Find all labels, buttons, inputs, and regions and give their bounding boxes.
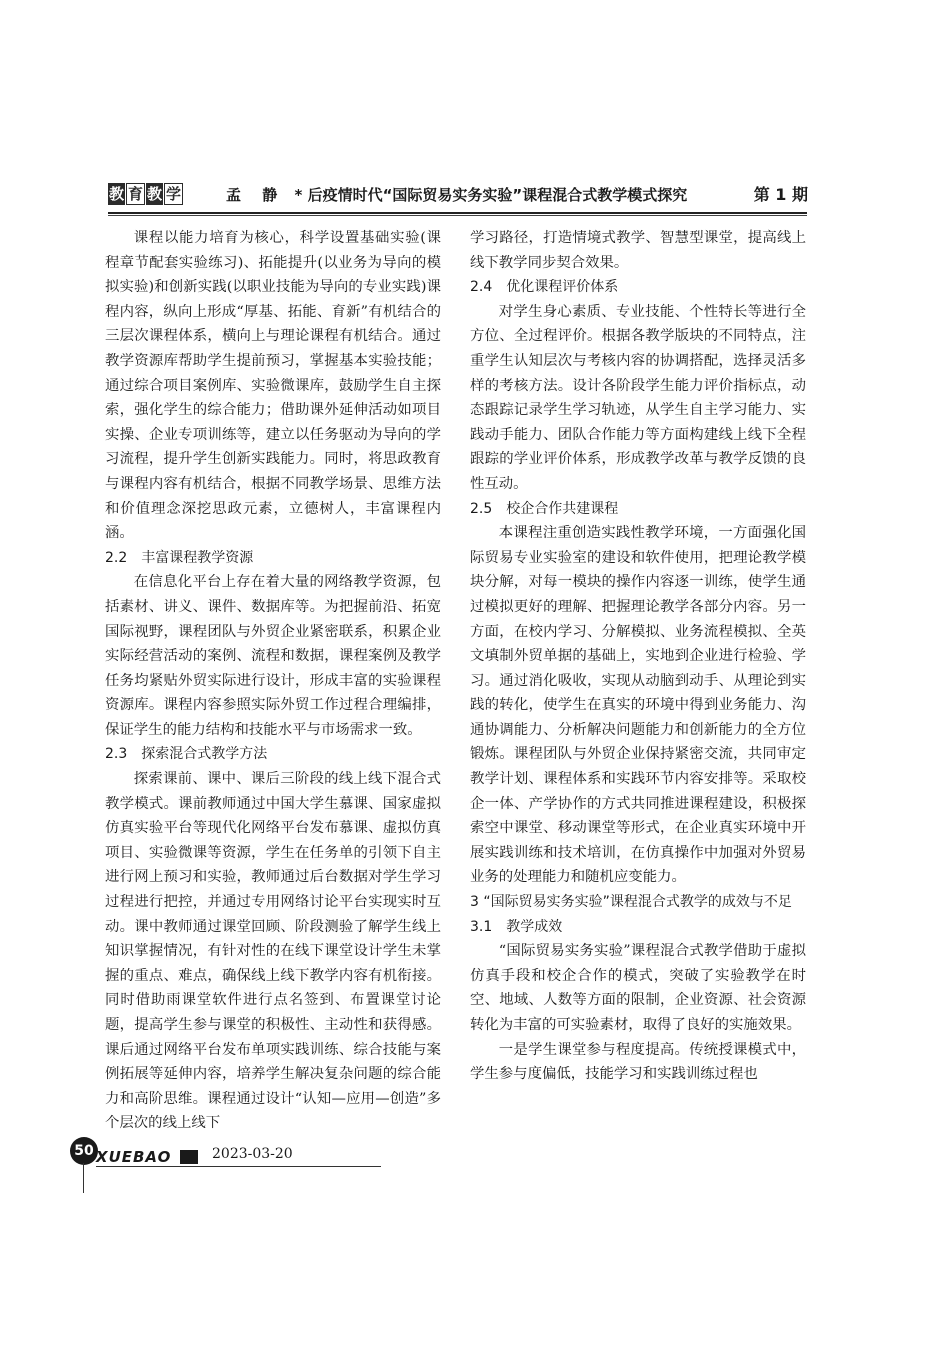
paragraph: 本课程注重创造实践性教学环境，一方面强化国际贸易专业实验室的建设和软件使用，把理论教学模块分解，对每一模块的操作内容逐一训练，使学生通过模拟更好的理解、把握理论教学各部分内容。另一方面，在校内学习、分解模拟、业务流程模拟、全英文填制外贸单据的基础上，实地到企业进行检验、学习。通过消化吸收，实现从动脑到动手、从理论到实践的转化，使学生在真实的环境中得到业务能力、沟通协调能力、分析解决问题能力和创新能力的全方位锻炼。课程团队与外贸企业保持紧密交流，共同审定教学计划、课程体系和实践环节内容安排等。采取校企一体、产学协作的方式共同推进课程建设，积极探索空中课堂、移动课堂等形式，在企业真实环境中开展实践训练和技术培训，在仿真操作中加强对外贸易业务的处理能力和随机应变能力。 (470, 525, 806, 886)
paragraph: 探索课前、课中、课后三阶段的线上线下混合式教学模式。课前教师通过中国大学生慕课、国家虚拟仿真实验平台等现代化网络平台发布慕课、虚拟仿真项目、实验微课等资源，学生在任务单的引领下自主进行网上预习和实验，教师通过后台数据对学生学习过程进行把控，并通过专用网络讨论平台实现实时互动。课中教师通过课堂回顾、阶段测验了解学生线上知识掌握情况，有针对性的在线下课堂设计学生未掌握的重点、难点，确保线上线下教学内容有机衔接。同时借助雨课堂软件进行点名签到、布置课堂讨论题，提高学生参与课堂的积极性、主动性和获得感。课后通过网络平台发布单项实践训练、综合技能与案例拓展等延伸内容，培养学生解决复杂问题的综合能力和高阶思维。课程通过设计“认知—应用—创造”多个层次的线上线下 (105, 771, 441, 1132)
chapter-heading: 3 “国际贸易实务实验”课程混合式教学的成效与不足 (470, 894, 792, 911)
badge-char: 教 (108, 185, 124, 203)
page-footer (66, 1135, 386, 1195)
footer-vertical-line (83, 1163, 84, 1193)
header-separator: * (294, 186, 303, 204)
section-heading: 2.5 校企合作共建课程 (470, 500, 619, 517)
badge-char: 育 (127, 185, 143, 203)
paragraph: “国际贸易实务实验”课程混合式教学借助于虚拟仿真手段和校企合作的模式，突破了实验教学在时空、地域、人数等方面的限制，企业资源、社会资源转化为丰富的可实验素材，取得了良好的实施效果。 (470, 943, 806, 1033)
section-heading: 3.1 教学成效 (470, 918, 563, 935)
right-column (470, 226, 806, 1087)
header-title: 后疫情时代“国际贸易实务实验”课程混合式教学模式探究 (307, 186, 688, 204)
footer-date: 2023-03-20 (212, 1146, 293, 1162)
paragraph: 对学生身心素质、专业技能、个性特长等进行全方位、全过程评价。根据各教学版块的不同特点，注重学生认知层次与考核内容的协调搭配，选择灵活多样的考核方法。设计各阶段学生能力评价指标点，动态跟踪记录学生学习轨迹，从学生自主学习能力、实践动手能力、团队合作能力等方面构建线上线下全程跟踪的学业评价体系，形成教学改革与教学反馈的良性互动。 (470, 303, 806, 492)
badge-char: 学 (165, 185, 181, 203)
header-article-info (226, 183, 687, 207)
header-author: 孟 静 (226, 186, 286, 204)
section-heading: 2.3 探索混合式教学方法 (105, 746, 268, 763)
footer-rule (96, 1166, 381, 1167)
left-column (105, 226, 441, 1136)
section-heading: 2.4 优化课程评价体系 (470, 279, 619, 296)
paragraph: 在信息化平台上存在着大量的网络教学资源，包括素材、讲义、课件、数据库等。为把握前沿、拓宽国际视野，课程团队与外贸企业紧密联系，积累企业实际经营活动的案例、流程和数据，课程案例及教学任务均紧贴外贸实际进行设计，形成丰富的实验课程资源库。课程内容参照实际外贸工作过程合理编排，保证学生的能力结构和技能水平与市场需求一致。 (105, 574, 441, 738)
badge-char: 教 (146, 185, 162, 203)
paragraph-continued: 学习路径，打造情境式教学、智慧型课堂，提高线上线下教学同步契合效果。 (470, 230, 806, 271)
running-header (108, 183, 808, 211)
journal-column-badge (108, 183, 184, 209)
paragraph: 一是学生课堂参与程度提高。传统授课模式中，学生参与度偏低，技能学习和实践训练过程也 (470, 1041, 806, 1083)
header-rule (108, 212, 807, 214)
paragraph: 课程以能力培育为核心，科学设置基础实验(课程章节配套实验练习)、拓能提升(以业务为导向的模拟实验)和创新实践(以职业技能为导向的专业实践)课程内容，纵向上形成“厚基、拓能、育新”有机结合的三层次课程体系，横向上与理论课程有机结合。通过教学资源库帮助学生提前预习，掌握基本实验技能；通过综合项目案例库、实验微课库，鼓励学生自主探索，强化学生的综合能力；借助课外延伸活动如项目实操、企业专项训练等，建立以任务驱动为导向的学习流程，提升学生创新实践能力。同时，将思政教育与课程内容有机结合，根据不同教学场景、思维方法和价值理念深挖思政元素，立德树人，丰富课程内涵。 (105, 230, 441, 542)
header-rule-thin (108, 215, 807, 216)
footer-block-mark (180, 1150, 198, 1164)
header-issue: 第 1 期 (753, 185, 808, 204)
page-number: 50 (70, 1137, 98, 1165)
footer-brand: XUEBAO (96, 1148, 172, 1166)
section-heading: 2.2 丰富课程教学资源 (105, 549, 254, 566)
